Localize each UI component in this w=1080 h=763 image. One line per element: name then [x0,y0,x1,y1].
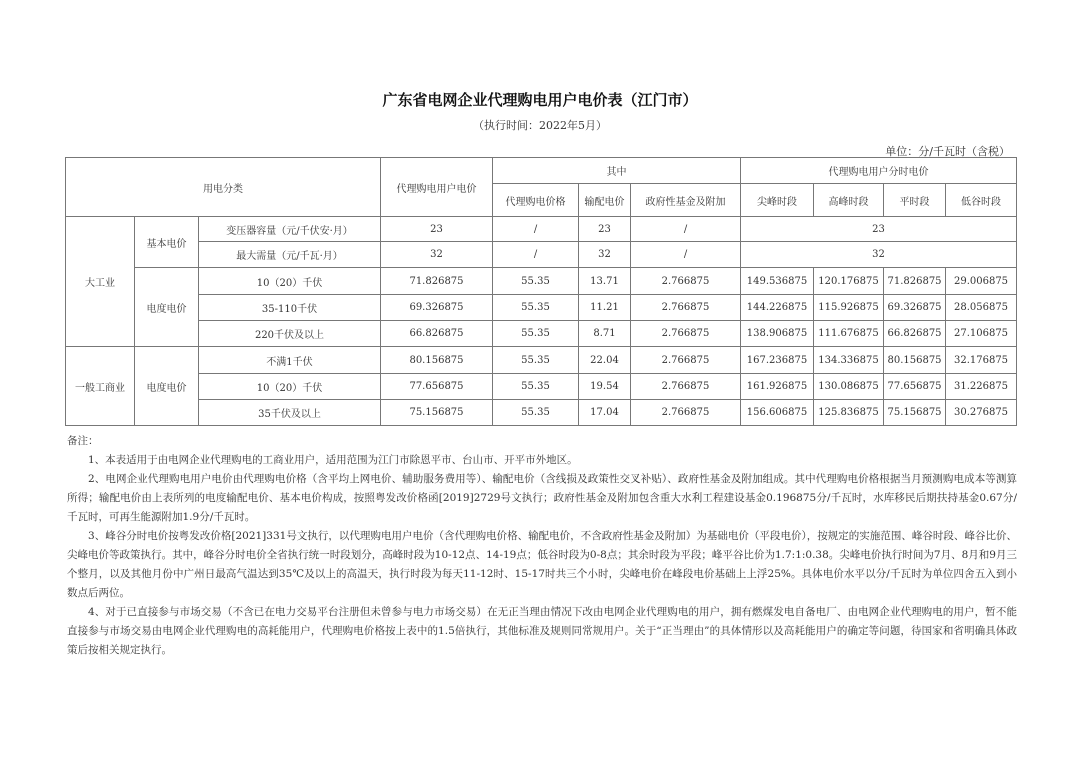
header-peak: 高峰时段 [814,184,884,217]
table-row [66,347,1017,374]
cell-flat: 71.826875 [884,268,946,295]
cell-price: 77.656875 [381,374,493,400]
header-agent-purchase: 代理购电价格 [493,184,579,217]
header-valley: 低谷时段 [946,184,1017,217]
item-label: 不满1千伏 [199,347,381,374]
cell-price: 71.826875 [381,268,493,295]
cell-purchase: 55.35 [493,374,579,400]
item-label: 10（20）千伏 [199,268,381,295]
header-row [66,158,1017,184]
cell-purchase: 55.35 [493,400,579,426]
table-row [66,268,1017,295]
cell-sharp: 149.536875 [741,268,814,295]
table-row [66,374,1017,400]
sub-energy-price: 电度电价 [135,347,199,426]
cell-fund: / [631,242,741,268]
header-tou: 代理购电用户分时电价 [741,158,1017,184]
cell-flat: 77.656875 [884,374,946,400]
header-sharp: 尖峰时段 [741,184,814,217]
cell-flat: 80.156875 [884,347,946,374]
header-agent-price: 代理购电用户电价 [381,158,493,217]
cell-purchase: 55.35 [493,321,579,347]
cell-sharp: 144.226875 [741,295,814,321]
cell-fund: 2.766875 [631,400,741,426]
note-item: 1、本表适用于由电网企业代理购电的工商业用户，适用范围为江门市除恩平市、台山市、开平市外地区。 [88,454,578,466]
header-category: 用电分类 [66,158,381,217]
cell-tou: 23 [741,217,1017,242]
cell-price: 69.326875 [381,295,493,321]
cell-purchase: 55.35 [493,295,579,321]
table-row [66,242,1017,268]
item-label: 35-110千伏 [199,295,381,321]
header-transmission: 输配电价 [579,184,631,217]
cell-price: 23 [381,217,493,242]
cell-price: 32 [381,242,493,268]
cell-fund: 2.766875 [631,321,741,347]
cell-flat: 69.326875 [884,295,946,321]
cell-transmission: 22.04 [579,347,631,374]
cell-peak: 115.926875 [814,295,884,321]
cell-flat: 75.156875 [884,400,946,426]
cell-fund: 2.766875 [631,374,741,400]
notes-heading: 备注： [67,435,99,447]
cell-valley: 30.276875 [946,400,1017,426]
page-title: 广东省电网企业代理购电用户电价表（江门市） [382,91,698,109]
cell-transmission: 32 [579,242,631,268]
item-label: 变压器容量（元/千伏安·月） [199,217,381,242]
item-label: 最大需量（元/千瓦·月） [199,242,381,268]
cell-purchase: 55.35 [493,347,579,374]
effective-date: （执行时间：2022年5月） [473,119,607,132]
table-row [66,217,1017,242]
unit-label: 单位：分/千瓦时（含税） [885,145,1010,158]
cell-valley: 28.056875 [946,295,1017,321]
header-flat: 平时段 [884,184,946,217]
cell-price: 80.156875 [381,347,493,374]
cell-peak: 125.836875 [814,400,884,426]
cell-fund: 2.766875 [631,295,741,321]
cell-peak: 120.176875 [814,268,884,295]
cell-purchase: / [493,242,579,268]
cell-transmission: 8.71 [579,321,631,347]
group-general-commerce: 一般工商业 [66,347,135,426]
item-label: 35千伏及以上 [199,400,381,426]
cell-sharp: 156.606875 [741,400,814,426]
note-item: 4、对于已直接参与市场交易（不含已在电力交易平台注册但未曾参与电力市场交易）在无正当理由情况下改由电网企业代理购电的用户，拥有燃煤发电自备电厂、由电网企业代理购电的用户，暂不能直接参与市场交易由电网企业代理购电的高耗能用户，代理购电价格按上表中的1.5倍执行，其他标准及规则同常规用户。关于“正当理由”的具体情形以及高耗能用户的确定等问题，待国家和省明确具体政策后按相关规定执行。 [67,606,1017,656]
cell-peak: 134.336875 [814,347,884,374]
header-among: 其中 [493,158,741,184]
cell-sharp: 167.236875 [741,347,814,374]
cell-fund: / [631,217,741,242]
sub-basic-price: 基本电价 [135,217,199,268]
note-item: 3、峰谷分时电价按粤发改价格[2021]331号文执行，以代理购电用户电价（含代理购电价格、输配电价，不含政府性基金及附加）为基础电价（平段电价），按规定的实施范围、峰谷时段、峰谷比价、尖峰电价等政策执行。其中，峰谷分时电价全省执行统一时段划分，高峰时段为10-12点、14-19点；低谷时段为0-8点；其余时段为平段；峰平谷比价为1.7:1:0.38。尖峰电价执行时间为7月、8月和9月三个整月，以及其他月份中广州日最高气温达到35℃及以上的高温天，执行时段为每天11-12时、15-17时共三个小时，尖峰电价在峰段电价基础上上浮25%。具体电价水平以分/千瓦时为单位四舍五入到小数点后两位。 [67,530,1017,599]
cell-transmission: 13.71 [579,268,631,295]
item-label: 220千伏及以上 [199,321,381,347]
table-row [66,321,1017,347]
note-item: 2、电网企业代理购电用户电价由代理购电价格（含平均上网电价、辅助服务费用等）、输配电价（含线损及政策性交叉补贴）、政府性基金及附加组成。其中代理购电价格根据当月预测购电成本等测算所得；输配电价由上表所列的电度输配电价、基本电价构成，按照粤发改价格函[2019]2729号文执行；政府性基金及附加包含重大水利工程建设基金0.196875分/千瓦时，水库移民后期扶持基金0.67分/千瓦时，可再生能源附加1.9分/千瓦时。 [67,473,1017,523]
cell-sharp: 138.906875 [741,321,814,347]
cell-valley: 29.006875 [946,268,1017,295]
cell-transmission: 11.21 [579,295,631,321]
item-label: 10（20）千伏 [199,374,381,400]
cell-transmission: 23 [579,217,631,242]
header-gov-fund: 政府性基金及附加 [631,184,741,217]
price-table [65,157,1017,426]
table-row [66,400,1017,426]
cell-purchase: / [493,217,579,242]
cell-peak: 111.676875 [814,321,884,347]
cell-purchase: 55.35 [493,268,579,295]
cell-valley: 27.106875 [946,321,1017,347]
cell-fund: 2.766875 [631,347,741,374]
group-large-industry: 大工业 [66,217,135,347]
cell-valley: 32.176875 [946,347,1017,374]
cell-flat: 66.826875 [884,321,946,347]
cell-sharp: 161.926875 [741,374,814,400]
cell-valley: 31.226875 [946,374,1017,400]
cell-price: 75.156875 [381,400,493,426]
cell-fund: 2.766875 [631,268,741,295]
cell-transmission: 17.04 [579,400,631,426]
cell-transmission: 19.54 [579,374,631,400]
notes-section [67,432,1017,660]
table-row [66,295,1017,321]
cell-peak: 130.086875 [814,374,884,400]
cell-tou: 32 [741,242,1017,268]
sub-energy-price: 电度电价 [135,268,199,347]
cell-price: 66.826875 [381,321,493,347]
